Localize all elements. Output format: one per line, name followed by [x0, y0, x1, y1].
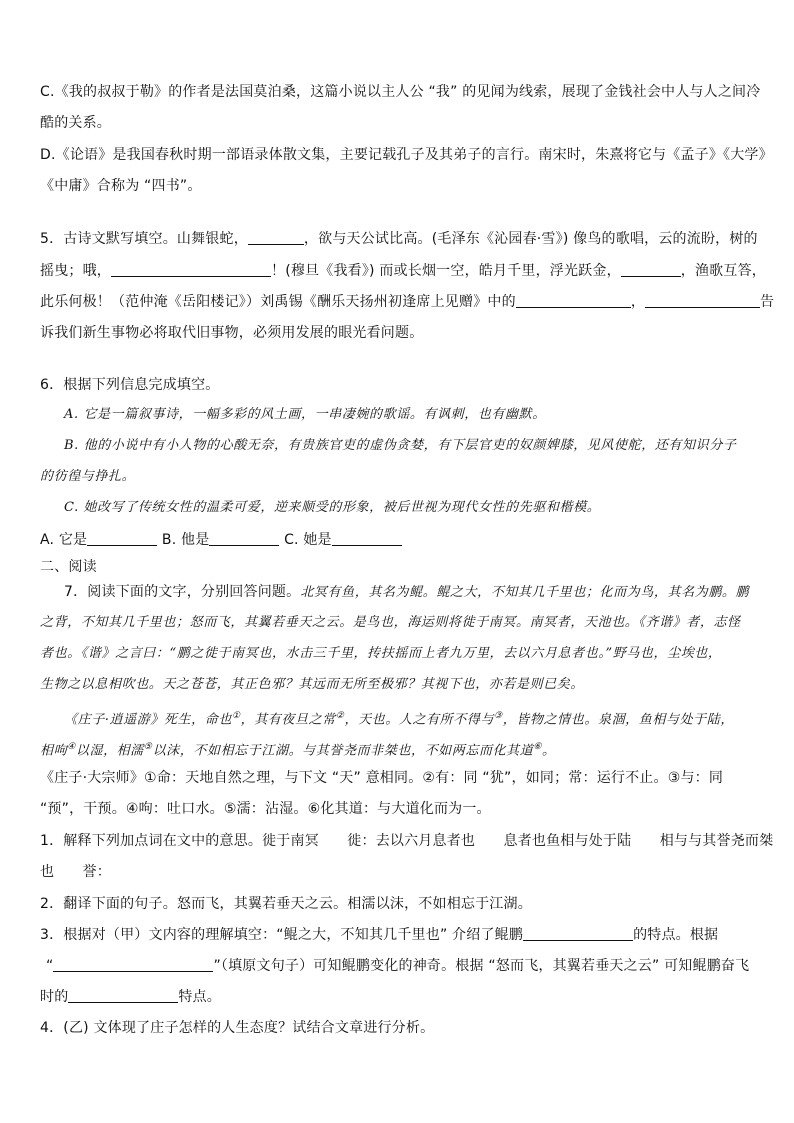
- passage-yi-line2: [40, 737, 758, 761]
- q5-blank-4[interactable]: [516, 293, 631, 308]
- q5-line3: [40, 292, 775, 312]
- q6-fill-a-blank[interactable]: [87, 531, 157, 546]
- q6-title: 6．根据下列信息完成填空。: [40, 377, 220, 393]
- q7-sub3-blank-2[interactable]: [53, 957, 213, 972]
- section-title-reading: 二、阅读: [40, 559, 97, 575]
- q5-text: 5．古诗文默写填空。山舞银蛇，: [40, 231, 248, 247]
- passage-jia-text: 北冥有鱼，其名为鲲。鲲之大，不知其几千里也；化而为鸟，其名为鹏。鹏: [300, 585, 750, 600]
- q7-sub3-blank-1[interactable]: [523, 926, 633, 941]
- footnote-mark: ④: [67, 742, 76, 752]
- q7-intro: 7．阅读下面的文字，分别回答问题。: [64, 584, 301, 600]
- q6-fill-b-blank[interactable]: [209, 531, 279, 546]
- passage-yi-text: 相呴: [40, 743, 68, 759]
- q4-option-c-line2: 酷的关系。: [40, 115, 111, 131]
- q6-info-b-line1: B. 他的小说中有小人物的心酸无奈，有贵族官吏的虚伪贪婪，有下层官吏的奴颜婢膝，见风使舵，还有知识分子: [64, 438, 737, 453]
- q5-text: ，: [630, 294, 646, 310]
- q7-sub3-text: “: [46, 958, 54, 974]
- q4-option-c-line1: C.《我的叔叔于勒》的作者是法国莫泊桑，这篇小说以主人公 “我” 的见闻为线索，展现了金钱社会中人与人之间冷: [40, 84, 761, 100]
- q7-sub3-text: ”（填原文句子）可知鲲鹏变化的神奇。根据 “怒而飞，其翼若垂天之云” 可知鲲鹏奋飞: [213, 958, 750, 974]
- notes-line1: 《庄子·大宗师》①命：天地自然之理，与下文 “天” 意相同。②有：同 “犹”，如同；常：运行不止。③与：同: [40, 770, 724, 786]
- q4-option-d-line1: D.《论语》是我国春秋时期一部语录体散文集，主要记载孔子及其弟子的言行。南宋时，朱熹将它与《孟子》《大学》: [40, 147, 773, 163]
- passage-jia-line2: 之背，不知其几千里也；怒而飞，其翼若垂天之云。是鸟也，海运则将徙于南冥。南冥者，天池也。《齐谐》者，志怪: [40, 615, 741, 630]
- q7-sub4: 4．(乙) 文体现了庄子怎样的人生态度？试结合文章进行分析。: [40, 1020, 435, 1036]
- passage-jia-line3: 者也。《谐》之言曰：“鹏之徙于南冥也，水击三千里，抟扶摇而上者九万里，去以六月息者也。”野马也，尘埃也，: [40, 646, 722, 661]
- passage-yi-text: 。: [542, 743, 556, 759]
- footnote-mark: ①: [231, 711, 241, 721]
- q7-sub3-blank-3[interactable]: [68, 988, 178, 1003]
- q6-fill-line: [40, 530, 758, 550]
- q5-line2: [40, 261, 766, 281]
- passage-yi-text: 以湿，相濡: [75, 743, 144, 759]
- footnote-mark: ③: [494, 711, 503, 721]
- q7-sub2: 2．翻译下面的句子。怒而飞，其翼若垂天之云。相濡以沫，不如相忘于江湖。: [40, 896, 532, 912]
- passage-jia-line4: 生物之以息相吹也。天之苍苍，其正色邪？其远而无所至极邪？其视下也，亦若是则已矣。: [40, 677, 585, 692]
- footnote-mark: ②: [335, 711, 345, 721]
- passage-yi-text: ，其有夜旦之常: [240, 712, 336, 728]
- q5-text: ！(穆旦《我看》) 而或长烟一空，皓月千里，浮光跃金，: [271, 263, 621, 279]
- q4-option-d-line2: 《中庸》合称为 “四书”。: [40, 178, 202, 194]
- q7-sub3-line2: [40, 956, 758, 976]
- passage-yi-text: 以沫，不如相忘于江湖。与其誉尧而非桀也，不如两忘而化其道: [152, 743, 534, 759]
- q6-fill-a-label: A. 它是: [40, 532, 88, 548]
- q7-sub1-line1: 1．解释下列加点词在文中的意思。徙于南冥 徙：去以六月息者也 息者也鱼相与处于陆 相与与其誉尧而桀: [40, 833, 774, 849]
- q6-fill-c-blank[interactable]: [332, 531, 402, 546]
- passage-yi-text: ，天也。人之有所不得与: [344, 712, 495, 728]
- q5-blank-1[interactable]: [248, 230, 304, 245]
- q7-sub3-text: 时的: [40, 989, 69, 1005]
- q7-sub3-line1: [40, 925, 758, 945]
- passage-yi-text: 《庄子·逍遥游》死生，命也: [64, 712, 232, 728]
- q7-sub3-text: 的特点。根据: [633, 927, 719, 943]
- passage-yi-text: ，皆物之情也。泉涸，鱼相与处于陆，: [502, 712, 734, 728]
- q5-blank-5[interactable]: [645, 293, 760, 308]
- q5-line4: 诉我们新生事物必将取代旧事物，必须用发展的眼光看问题。: [40, 325, 424, 341]
- q7-intro-line: [40, 582, 758, 603]
- q5-line1: [40, 229, 758, 249]
- q5-text: 摇曳；哦，: [40, 263, 111, 279]
- q5-text: 告: [760, 294, 775, 310]
- q7-sub3-line3: [40, 987, 758, 1007]
- notes-line2: “预”，干预。④呴：吐口水。⑤濡：沾湿。⑥化其道：与大道化而为一。: [40, 801, 491, 817]
- q7-sub3-text: 特点。: [178, 989, 222, 1005]
- q5-blank-2[interactable]: [111, 262, 271, 277]
- q7-sub3-text: 3．根据对（甲）文内容的理解填空：“鲲之大，不知其几千里也” 介绍了鲲鹏: [40, 927, 524, 943]
- q6-fill-b-label: B. 他是: [161, 532, 210, 548]
- passage-yi-line1: [40, 706, 758, 730]
- footnote-mark: ⑥: [533, 742, 543, 752]
- q5-blank-3[interactable]: [621, 262, 681, 277]
- q7-sub1-line2: 也 誉：: [40, 864, 111, 880]
- footnote-mark: ⑤: [143, 742, 153, 752]
- q6-info-b-line2: 的彷徨与挣扎。: [40, 469, 136, 484]
- q6-info-a: A. 它是一篇叙事诗，一幅多彩的风土画，一串凄婉的歌谣。有讽刺，也有幽默。: [64, 407, 546, 422]
- q5-text: 此乐何极！（范仲淹《岳阳楼记》）刘禹锡《酬乐天扬州初逢席上见赠》中的: [40, 294, 516, 310]
- q6-info-c: C. 她改写了传统女性的温柔可爱，逆来顺受的形象，被后世视为现代女性的先驱和楷模。: [64, 500, 601, 515]
- q5-text: ，渔歌互答，: [680, 263, 766, 279]
- q6-fill-c-label: C. 她是: [284, 532, 332, 548]
- q5-text: ，欲与天公试比高。(毛泽东《沁园春·雪》) 像鸟的歌唱，云的流盼，树的: [303, 231, 758, 247]
